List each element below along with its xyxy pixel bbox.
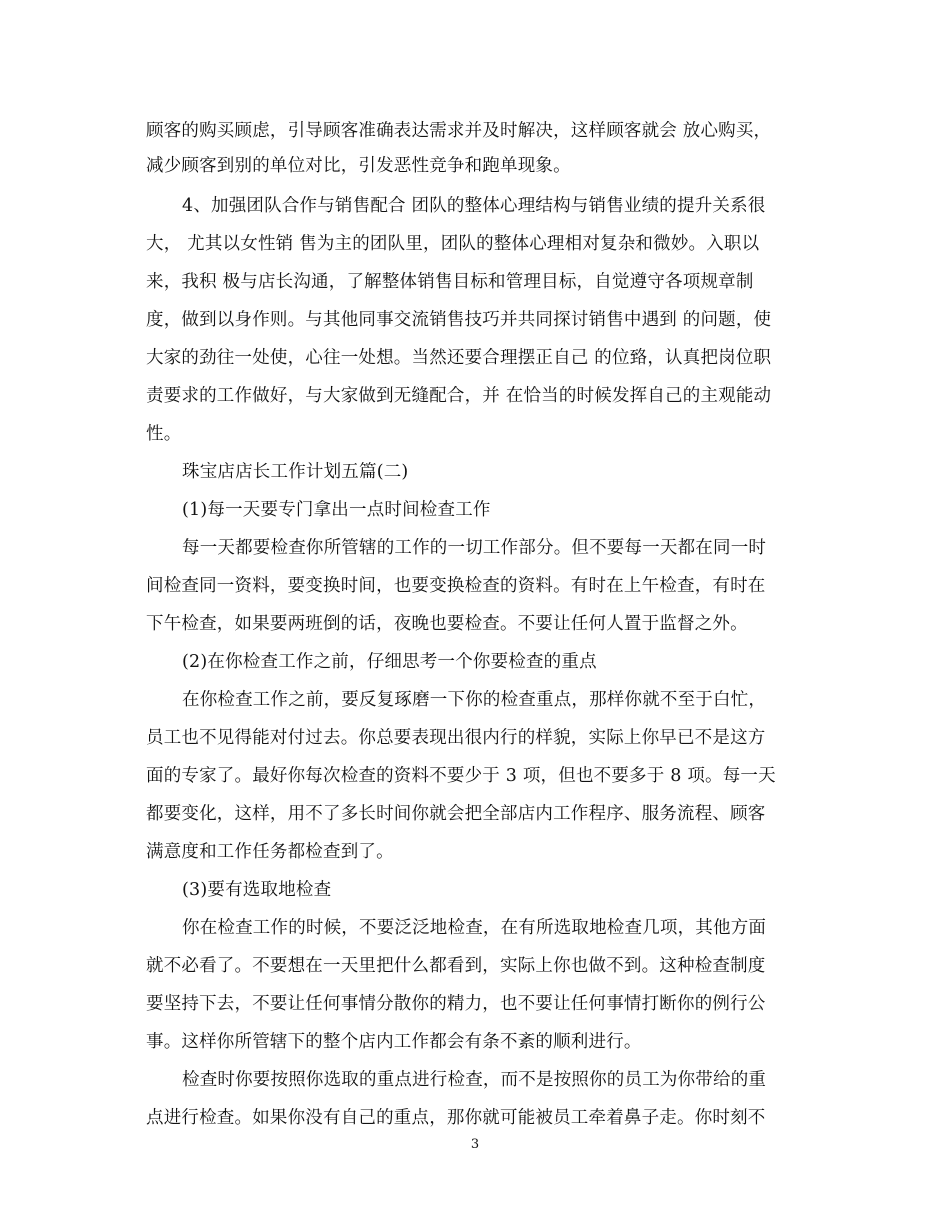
text-line: 4、加强团队合作与销售配合 团队的整体心理结构与销售业绩的提升关系很 [182, 196, 766, 216]
text-line: 检查时你要按照你选取的重点进行检查，而不是按照你的员工为你带给的重 [182, 1070, 767, 1090]
text-line: 就不必看了。不要想在一天里把什么都看到，实际上你也做不到。这种检查制度 [146, 956, 766, 976]
subheading: (3)要有选取地检查 [182, 880, 332, 900]
subheading: (2)在你检查工作之前，仔细思考一个你要检查的重点 [182, 652, 597, 672]
text-line: 每一天都要检查你所管辖的工作的一切工作部分。但不要每一天都在同一时 [182, 538, 767, 558]
text-line: 责要求的工作做好，与大家做到无缝配合，并 在恰当的时候发挥自己的主观能动 [146, 386, 772, 406]
text-line: 减少顾客到别的单位对比，引发恶性竞争和跑单现象。 [146, 156, 571, 176]
text-line: 在你检查工作之前，要反复琢磨一下你的检查重点，那样你就不至于白忙， [182, 690, 767, 710]
page-number: 3 [470, 1137, 480, 1152]
text-line: 面的专家了。最好你每次检查的资料不要少于 3 项，但也不要多于 8 项。每一天 [146, 766, 776, 786]
text-line: 要坚持下去，不要让任何事情分散你的精力，也不要让任何事情打断你的例行公 [146, 994, 766, 1014]
text-line: 满意度和工作任务都检查到了。 [146, 842, 394, 862]
text-line: 下午检查，如果要两班倒的话，夜晚也要检查。不要让任何人置于监督之外。 [146, 614, 748, 634]
text-line: 来，我积 极与店长沟通，了解整体销售目标和管理目标，自觉遵守各项规章制 [146, 272, 754, 292]
subheading: (1)每一天要专门拿出一点时间检查工作 [182, 500, 491, 520]
text-line: 性。 [146, 424, 182, 444]
text-line: 度，做到以身作则。与其他同事交流销售技巧并共同探讨销售中遇到 的问题，使 [146, 310, 772, 330]
text-line: 顾客的购买顾虑，引导顾客准确表达需求并及时解决，这样顾客就会 放心购买， [146, 121, 772, 141]
section-heading: 珠宝店店长工作计划五篇(二) [182, 462, 409, 482]
text-line: 都要变化，这样，用不了多长时间你就会把全部店内工作程序、服务流程、顾客 [146, 804, 766, 824]
text-line: 你在检查工作的时候，不要泛泛地检查，在有所选取地检查几项，其他方面 [182, 918, 767, 938]
text-line: 大家的劲往一处使，心往一处想。当然还要合理摆正自己 的位臵，认真把岗位职 [146, 348, 772, 368]
text-line: 事。这样你所管辖下的整个店内工作都会有条不紊的顺利进行。 [146, 1032, 642, 1052]
text-line: 大， 尤其以女性销 售为主的团队里，团队的整体心理相对复杂和微妙。入职以 [146, 234, 760, 254]
text-line: 员工也不见得能对付过去。你总要表现出很内行的样貌，实际上你早已不是这方 [146, 728, 766, 748]
text-line: 点进行检查。如果你没有自己的重点，那你就可能被员工牵着鼻子走。你时刻不 [146, 1108, 766, 1128]
text-line: 间检查同一资料，要变换时间，也要变换检查的资料。有时在上午检查，有时在 [146, 576, 766, 596]
